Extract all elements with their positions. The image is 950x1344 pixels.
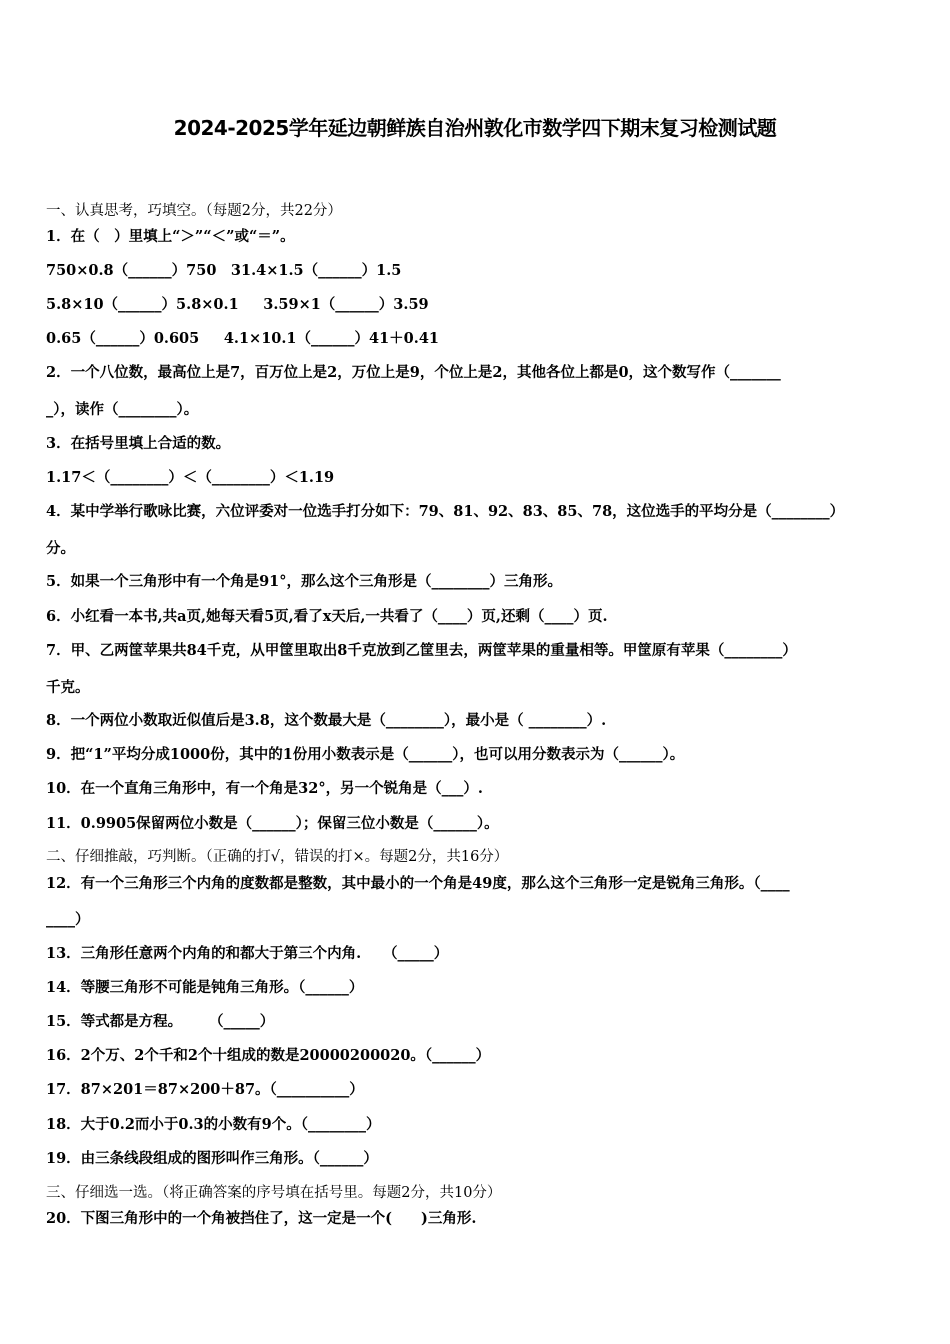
question-line: 8．一个两位小数取近似值后是3.8，这个数最大是（________），最小是（ ________）. (46, 712, 607, 729)
question-line: 2．一个八位数，最高位上是7，百万位上是2，万位上是9，个位上是2，其他各位上都是0，这个数写作（_______ (46, 364, 781, 381)
question-line: 19．由三条线段组成的图形叫作三角形。（______） (46, 1150, 378, 1167)
question-line: 6．小红看一本书,共a页,她每天看5页,看了x天后,一共看了（____）页,还剩（____）页. (46, 608, 608, 625)
question-line: 11．0.9905保留两位小数是（______）；保留三位小数是（______）。 (46, 815, 499, 832)
question-line: ____） (46, 911, 90, 928)
section-heading: 一、认真思考，巧填空。（每题2分，共22分） (46, 203, 342, 219)
question-line: 750×0.8（______）750 31.4×1.5（______）1.5 (46, 262, 402, 279)
question-line: 7．甲、乙两筐苹果共84千克，从甲筐里取出8千克放到乙筐里去，两筐苹果的重量相等。甲筐原有苹果（________） (46, 642, 797, 659)
page-title: 2024-2025学年延边朝鲜族自治州敦化市数学四下期末复习检测试题 (173, 116, 777, 140)
question-line: 1．在（ ）里填上“＞”“＜”或“＝”。 (46, 228, 295, 245)
question-line: 3．在括号里填上合适的数。 (46, 435, 231, 452)
question-line: 16．2个万、2个千和2个十组成的数是20000200020。（______） (46, 1047, 491, 1064)
question-line: 千克。 (46, 679, 90, 696)
question-line: 9．把“1”平均分成1000份，其中的1份用小数表示是（______），也可以用分数表示为（______）。 (46, 746, 685, 763)
question-line: 1.17＜（________）＜（________）＜1.19 (46, 469, 335, 486)
question-line: _），读作（________）。 (46, 401, 199, 418)
section-heading: 二、仔细推敲，巧判断。（正确的打√，错误的打×。每题2分，共16分） (46, 849, 509, 865)
question-line: 14．等腰三角形不可能是钝角三角形。（______） (46, 979, 364, 996)
section-heading: 三、仔细选一选。（将正确答案的序号填在括号里。每题2分，共10分） (46, 1185, 502, 1201)
question-line: 分。 (46, 540, 75, 557)
question-line: 5.8×10（______）5.8×0.1 3.59×1（______）3.59 (46, 296, 429, 313)
question-line: 13．三角形任意两个内角的和都大于第三个内角. （_____） (46, 945, 449, 962)
question-line: 5．如果一个三角形中有一个角是91°，那么这个三角形是（________）三角形。 (46, 573, 563, 590)
question-line: 18．大于0.2而小于0.3的小数有9个。（________） (46, 1116, 381, 1133)
question-line: 0.65（______）0.605 4.1×10.1（______）41＋0.41 (46, 330, 440, 347)
question-line: 12．有一个三角形三个内角的度数都是整数，其中最小的一个角是49度，那么这个三角形一定是锐角三角形。（____ (46, 875, 790, 892)
question-line: 4．某中学举行歌咏比赛，六位评委对一位选手打分如下：79、81、92、83、85、78，这位选手的平均分是（________） (46, 503, 845, 520)
question-line: 10．在一个直角三角形中，有一个角是32°，另一个锐角是（___）. (46, 780, 483, 797)
question-line: 15．等式都是方程。 （_____） (46, 1013, 275, 1030)
question-line: 17．87×201＝87×200＋87。（__________） (46, 1081, 364, 1098)
question-line: 20．下图三角形中的一个角被挡住了，这一定是一个( )三角形. (46, 1210, 477, 1227)
